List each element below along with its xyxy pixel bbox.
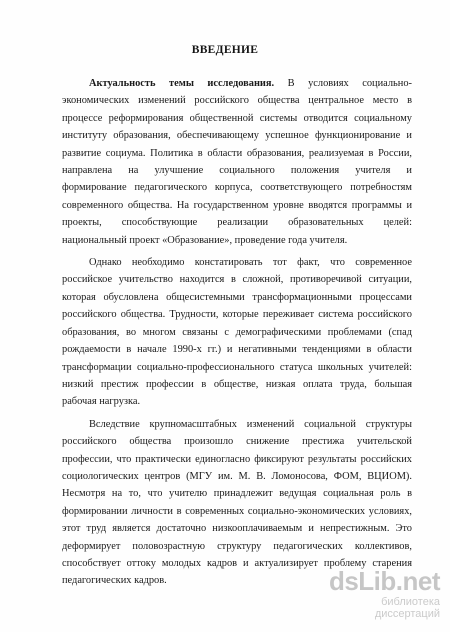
paragraph-line: российское учительство находится в сложной, противоречивой ситуации, [62,274,412,286]
watermark [320,568,440,620]
paragraph-line: направлена на улучшение социального положения учителя и [62,165,412,177]
paragraph-line: институту образования, обеспечивающему успешное функционирование и [62,130,412,142]
paragraph-line: способствует оттоку молодых кадров и актуализирует проблему старения [62,557,412,569]
paragraph-line: развитие социума. Политика в области образования, реализуемая в России, [62,147,412,159]
watermark-logo: dsLib.net [328,566,440,596]
paragraph-line: деформирует половозрастную структуру педагогических коллективов, [62,540,412,552]
paragraph-line: трансформации социально-профессионального статуса школьных учителей: [62,361,412,373]
paragraph-line: Вследствие крупномасштабных изменений социальной структуры [89,418,412,430]
paragraph-line: национальный проект «Образование», проведение года учителя. [62,234,348,246]
paragraph-relevance [62,75,412,249]
paragraph-line: российского общества произошло снижение престижа учительской [62,436,412,448]
paragraph-line: российского общества. Трудности, которые переживает система российского [62,309,412,321]
paragraph-line: образования, во многом связаны с демографическими проблемами (спад [62,326,412,338]
paragraph-prestige [62,416,412,590]
paragraph-line: рабочая нагрузка. [62,396,141,408]
page-title: ВВЕДЕНИЕ [191,44,259,56]
paragraph-line: процессе реформирования общественной системы отводится социальному [62,112,412,124]
paragraph-line: профессии, что практически единогласно фиксируют результаты российских [62,453,412,465]
paragraph-line: низкий престиж профессии в обществе, низкая оплата труда, большая [62,378,412,390]
paragraph-line: Однако необходимо констатировать тот факт, что современное [89,257,412,269]
watermark-subtitle: библиотека диссертаций [374,596,440,620]
paragraph-line: этот труд является достаточно низкооплачиваемым и непрестижным. Это [62,523,412,535]
paragraph-line: формировании личности в современных социально-экономических условиях, [62,505,412,517]
paragraph-situation [62,254,412,411]
paragraph-line: формирование педагогического корпуса, соответствующего потребностям [62,182,412,194]
section-heading: Актуальность темы исследования. [89,78,275,89]
paragraph-line: социологических центров (МГУ им. М. В. Ломоносова, ФОМ, ВЦИОМ). [62,470,412,482]
paragraph-line: проекты, способствующие реализации образовательных целей: [62,217,412,229]
paragraph-line: Несмотря на то, что учителю принадлежит ведущая социальная роль в [62,488,412,500]
paragraph-line: Актуальность темы исследования. В условиях социально- [89,78,412,89]
paragraph-line: рождаемости в начале 1990-х гг.) и негативными тенденциями в области [62,344,412,356]
document-body [62,75,412,590]
paragraph-line: педагогических кадров. [62,575,167,587]
paragraph-line: современного общества. На государственном уровне вводятся программы и [62,199,412,211]
paragraph-line: экономических изменений российского общества центральное место в [62,95,412,107]
paragraph-line: которая обусловлена общесистемными трансформационными процессами [62,291,412,303]
